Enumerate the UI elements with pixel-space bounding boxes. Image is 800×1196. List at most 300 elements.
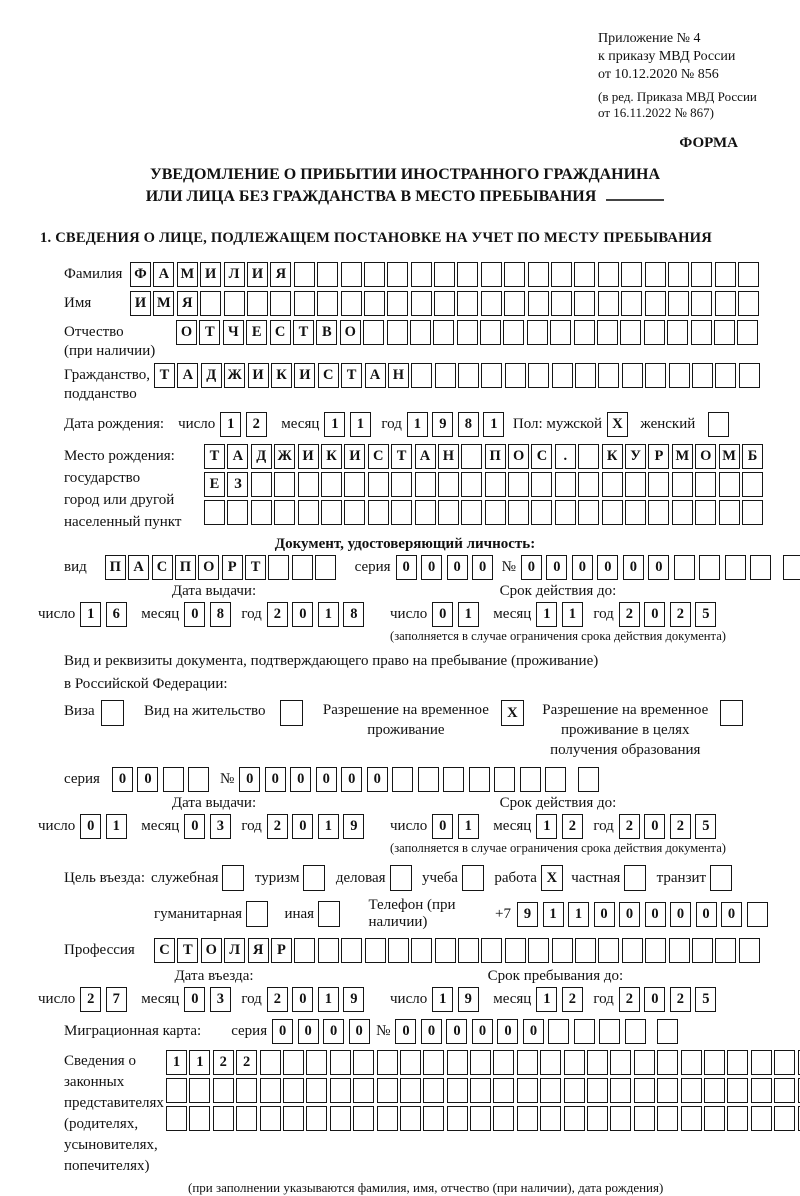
- char-cell[interactable]: [657, 1106, 678, 1131]
- char-cell[interactable]: 2: [267, 602, 288, 627]
- char-cell[interactable]: [751, 1078, 772, 1103]
- char-cell[interactable]: [704, 1078, 725, 1103]
- char-cell[interactable]: Ж: [274, 444, 295, 469]
- char-cell[interactable]: Б: [742, 444, 763, 469]
- char-cell[interactable]: [377, 1050, 398, 1075]
- char-cell[interactable]: [737, 320, 758, 345]
- char-cell[interactable]: 1: [166, 1050, 187, 1075]
- char-cell[interactable]: [189, 1106, 210, 1131]
- char-cell[interactable]: Т: [154, 363, 175, 388]
- char-cell[interactable]: Т: [199, 320, 220, 345]
- char-cell[interactable]: [774, 1078, 795, 1103]
- char-cell[interactable]: А: [128, 555, 149, 580]
- char-cell[interactable]: А: [415, 444, 436, 469]
- char-cell[interactable]: 0: [239, 767, 260, 792]
- char-cell[interactable]: [344, 472, 365, 497]
- char-cell[interactable]: [274, 472, 295, 497]
- char-cell[interactable]: [551, 262, 572, 287]
- char-cell[interactable]: [470, 1106, 491, 1131]
- char-cell[interactable]: 2: [236, 1050, 257, 1075]
- char-cell[interactable]: М: [177, 262, 198, 287]
- char-cell[interactable]: [388, 938, 409, 963]
- char-cell[interactable]: О: [176, 320, 197, 345]
- char-cell[interactable]: [715, 938, 736, 963]
- char-cell[interactable]: [341, 262, 362, 287]
- char-cell[interactable]: [747, 902, 768, 927]
- char-cell[interactable]: [669, 938, 690, 963]
- char-cell[interactable]: И: [130, 291, 151, 316]
- char-cell[interactable]: Т: [293, 320, 314, 345]
- char-cell[interactable]: [503, 320, 524, 345]
- char-cell[interactable]: X: [607, 412, 628, 437]
- char-cell[interactable]: [719, 500, 740, 525]
- char-cell[interactable]: [236, 1106, 257, 1131]
- char-cell[interactable]: [574, 320, 595, 345]
- char-cell[interactable]: [363, 320, 384, 345]
- char-cell[interactable]: [644, 320, 665, 345]
- char-cell[interactable]: 1: [458, 602, 479, 627]
- char-cell[interactable]: [602, 472, 623, 497]
- char-cell[interactable]: 0: [292, 987, 313, 1012]
- char-cell[interactable]: [493, 1078, 514, 1103]
- char-cell[interactable]: [411, 291, 432, 316]
- char-cell[interactable]: 5: [695, 987, 716, 1012]
- char-cell[interactable]: [166, 1106, 187, 1131]
- char-cell[interactable]: О: [198, 555, 219, 580]
- char-cell[interactable]: А: [227, 444, 248, 469]
- char-cell[interactable]: 0: [432, 814, 453, 839]
- char-cell[interactable]: [634, 1050, 655, 1075]
- char-cell[interactable]: [260, 1106, 281, 1131]
- char-cell[interactable]: [344, 500, 365, 525]
- char-cell[interactable]: Я: [248, 938, 269, 963]
- char-cell[interactable]: [715, 262, 736, 287]
- char-cell[interactable]: [411, 363, 432, 388]
- char-cell[interactable]: [387, 320, 408, 345]
- char-cell[interactable]: [480, 320, 501, 345]
- char-cell[interactable]: П: [105, 555, 126, 580]
- char-cell[interactable]: 1: [318, 987, 339, 1012]
- char-cell[interactable]: [283, 1050, 304, 1075]
- char-cell[interactable]: [410, 320, 431, 345]
- char-cell[interactable]: [298, 500, 319, 525]
- char-cell[interactable]: [470, 1050, 491, 1075]
- char-cell[interactable]: 8: [210, 602, 231, 627]
- char-cell[interactable]: [400, 1106, 421, 1131]
- char-cell[interactable]: [708, 412, 729, 437]
- char-cell[interactable]: [517, 1078, 538, 1103]
- char-cell[interactable]: Е: [204, 472, 225, 497]
- char-cell[interactable]: И: [294, 363, 315, 388]
- char-cell[interactable]: [691, 262, 712, 287]
- char-cell[interactable]: [268, 555, 289, 580]
- char-cell[interactable]: [447, 1106, 468, 1131]
- char-cell[interactable]: [189, 1078, 210, 1103]
- char-cell[interactable]: [587, 1106, 608, 1131]
- char-cell[interactable]: [517, 1106, 538, 1131]
- char-cell[interactable]: 1: [458, 814, 479, 839]
- char-cell[interactable]: 0: [184, 814, 205, 839]
- char-cell[interactable]: В: [316, 320, 337, 345]
- char-cell[interactable]: [564, 1078, 585, 1103]
- char-cell[interactable]: [598, 291, 619, 316]
- char-cell[interactable]: У: [625, 444, 646, 469]
- char-cell[interactable]: [353, 1050, 374, 1075]
- char-cell[interactable]: 1: [106, 814, 127, 839]
- char-cell[interactable]: [400, 1078, 421, 1103]
- char-cell[interactable]: [657, 1050, 678, 1075]
- char-cell[interactable]: 2: [267, 987, 288, 1012]
- char-cell[interactable]: [415, 472, 436, 497]
- char-cell[interactable]: [551, 291, 572, 316]
- char-cell[interactable]: 0: [447, 555, 468, 580]
- char-cell[interactable]: [695, 500, 716, 525]
- char-cell[interactable]: [303, 865, 325, 891]
- char-cell[interactable]: Ч: [223, 320, 244, 345]
- char-cell[interactable]: 8: [343, 602, 364, 627]
- char-cell[interactable]: 0: [497, 1019, 518, 1044]
- char-cell[interactable]: [298, 472, 319, 497]
- char-cell[interactable]: [742, 472, 763, 497]
- char-cell[interactable]: [531, 472, 552, 497]
- char-cell[interactable]: [435, 938, 456, 963]
- char-cell[interactable]: [578, 472, 599, 497]
- char-cell[interactable]: [163, 767, 184, 792]
- char-cell[interactable]: [727, 1106, 748, 1131]
- char-cell[interactable]: [485, 500, 506, 525]
- char-cell[interactable]: [508, 472, 529, 497]
- char-cell[interactable]: 9: [517, 902, 538, 927]
- char-cell[interactable]: [294, 262, 315, 287]
- char-cell[interactable]: [368, 472, 389, 497]
- char-cell[interactable]: [306, 1050, 327, 1075]
- char-cell[interactable]: Т: [177, 938, 198, 963]
- char-cell[interactable]: [260, 1050, 281, 1075]
- char-cell[interactable]: [645, 363, 666, 388]
- char-cell[interactable]: 8: [458, 412, 479, 437]
- char-cell[interactable]: [280, 700, 303, 726]
- char-cell[interactable]: 1: [189, 1050, 210, 1075]
- char-cell[interactable]: [783, 555, 800, 580]
- char-cell[interactable]: [317, 262, 338, 287]
- char-cell[interactable]: 1: [568, 902, 589, 927]
- char-cell[interactable]: 1: [318, 814, 339, 839]
- char-cell[interactable]: [667, 320, 688, 345]
- char-cell[interactable]: [204, 500, 225, 525]
- char-cell[interactable]: [251, 500, 272, 525]
- char-cell[interactable]: [625, 1019, 646, 1044]
- char-cell[interactable]: 0: [446, 1019, 467, 1044]
- char-cell[interactable]: О: [695, 444, 716, 469]
- char-cell[interactable]: [247, 291, 268, 316]
- char-cell[interactable]: [270, 291, 291, 316]
- char-cell[interactable]: 5: [695, 602, 716, 627]
- char-cell[interactable]: 0: [395, 1019, 416, 1044]
- char-cell[interactable]: [774, 1050, 795, 1075]
- char-cell[interactable]: М: [153, 291, 174, 316]
- char-cell[interactable]: [504, 291, 525, 316]
- char-cell[interactable]: [552, 938, 573, 963]
- char-cell[interactable]: [620, 320, 641, 345]
- char-cell[interactable]: [317, 291, 338, 316]
- char-cell[interactable]: 9: [432, 412, 453, 437]
- char-cell[interactable]: [504, 262, 525, 287]
- char-cell[interactable]: 0: [349, 1019, 370, 1044]
- char-cell[interactable]: [330, 1106, 351, 1131]
- char-cell[interactable]: 0: [292, 814, 313, 839]
- char-cell[interactable]: [555, 472, 576, 497]
- char-cell[interactable]: [166, 1078, 187, 1103]
- char-cell[interactable]: 0: [432, 602, 453, 627]
- char-cell[interactable]: [236, 1078, 257, 1103]
- char-cell[interactable]: [599, 1019, 620, 1044]
- char-cell[interactable]: [318, 938, 339, 963]
- char-cell[interactable]: [353, 1078, 374, 1103]
- char-cell[interactable]: [434, 291, 455, 316]
- char-cell[interactable]: [610, 1050, 631, 1075]
- char-cell[interactable]: [720, 700, 743, 726]
- char-cell[interactable]: [391, 500, 412, 525]
- char-cell[interactable]: [294, 291, 315, 316]
- char-cell[interactable]: [457, 291, 478, 316]
- char-cell[interactable]: [438, 500, 459, 525]
- char-cell[interactable]: [692, 938, 713, 963]
- char-cell[interactable]: 0: [184, 987, 205, 1012]
- char-cell[interactable]: 0: [137, 767, 158, 792]
- char-cell[interactable]: [634, 1106, 655, 1131]
- char-cell[interactable]: [602, 500, 623, 525]
- char-cell[interactable]: [292, 555, 313, 580]
- char-cell[interactable]: 0: [696, 902, 717, 927]
- char-cell[interactable]: [587, 1050, 608, 1075]
- char-cell[interactable]: [377, 1078, 398, 1103]
- char-cell[interactable]: [540, 1106, 561, 1131]
- char-cell[interactable]: С: [368, 444, 389, 469]
- char-cell[interactable]: 0: [644, 602, 665, 627]
- char-cell[interactable]: [527, 320, 548, 345]
- char-cell[interactable]: [739, 363, 760, 388]
- char-cell[interactable]: И: [248, 363, 269, 388]
- char-cell[interactable]: [622, 363, 643, 388]
- char-cell[interactable]: [222, 865, 244, 891]
- char-cell[interactable]: [423, 1106, 444, 1131]
- char-cell[interactable]: .: [555, 444, 576, 469]
- char-cell[interactable]: [251, 472, 272, 497]
- char-cell[interactable]: [578, 444, 599, 469]
- char-cell[interactable]: О: [340, 320, 361, 345]
- char-cell[interactable]: [574, 1019, 595, 1044]
- char-cell[interactable]: [481, 291, 502, 316]
- char-cell[interactable]: [306, 1078, 327, 1103]
- char-cell[interactable]: [657, 1078, 678, 1103]
- char-cell[interactable]: [246, 901, 268, 927]
- char-cell[interactable]: [738, 291, 759, 316]
- char-cell[interactable]: [598, 938, 619, 963]
- char-cell[interactable]: [341, 291, 362, 316]
- char-cell[interactable]: 2: [267, 814, 288, 839]
- char-cell[interactable]: [494, 767, 515, 792]
- char-cell[interactable]: [552, 363, 573, 388]
- char-cell[interactable]: 0: [421, 555, 442, 580]
- char-cell[interactable]: [550, 320, 571, 345]
- char-cell[interactable]: К: [602, 444, 623, 469]
- char-cell[interactable]: [400, 1050, 421, 1075]
- char-cell[interactable]: Л: [224, 262, 245, 287]
- char-cell[interactable]: [674, 555, 695, 580]
- char-cell[interactable]: [699, 555, 720, 580]
- char-cell[interactable]: 0: [623, 555, 644, 580]
- char-cell[interactable]: 2: [619, 602, 640, 627]
- char-cell[interactable]: [227, 500, 248, 525]
- char-cell[interactable]: Т: [341, 363, 362, 388]
- char-cell[interactable]: 0: [523, 1019, 544, 1044]
- char-cell[interactable]: [648, 500, 669, 525]
- char-cell[interactable]: [598, 363, 619, 388]
- char-cell[interactable]: [738, 262, 759, 287]
- char-cell[interactable]: [306, 1106, 327, 1131]
- char-cell[interactable]: [695, 472, 716, 497]
- char-cell[interactable]: [365, 938, 386, 963]
- char-cell[interactable]: [274, 500, 295, 525]
- char-cell[interactable]: [575, 938, 596, 963]
- char-cell[interactable]: [528, 363, 549, 388]
- char-cell[interactable]: 6: [106, 602, 127, 627]
- char-cell[interactable]: [681, 1106, 702, 1131]
- char-cell[interactable]: И: [200, 262, 221, 287]
- char-cell[interactable]: 5: [695, 814, 716, 839]
- char-cell[interactable]: [669, 363, 690, 388]
- char-cell[interactable]: [548, 1019, 569, 1044]
- char-cell[interactable]: 0: [112, 767, 133, 792]
- char-cell[interactable]: [458, 363, 479, 388]
- char-cell[interactable]: 0: [265, 767, 286, 792]
- char-cell[interactable]: [462, 865, 484, 891]
- char-cell[interactable]: [727, 1078, 748, 1103]
- char-cell[interactable]: [610, 1078, 631, 1103]
- char-cell[interactable]: [461, 500, 482, 525]
- char-cell[interactable]: [528, 262, 549, 287]
- char-cell[interactable]: [648, 472, 669, 497]
- char-cell[interactable]: 0: [316, 767, 337, 792]
- char-cell[interactable]: [739, 938, 760, 963]
- char-cell[interactable]: 2: [213, 1050, 234, 1075]
- char-cell[interactable]: [751, 1106, 772, 1131]
- char-cell[interactable]: [691, 320, 712, 345]
- char-cell[interactable]: [715, 291, 736, 316]
- char-cell[interactable]: [321, 500, 342, 525]
- char-cell[interactable]: [423, 1078, 444, 1103]
- char-cell[interactable]: [392, 767, 413, 792]
- char-cell[interactable]: [574, 291, 595, 316]
- char-cell[interactable]: [321, 472, 342, 497]
- char-cell[interactable]: 0: [594, 902, 615, 927]
- char-cell[interactable]: Р: [222, 555, 243, 580]
- char-cell[interactable]: 0: [396, 555, 417, 580]
- char-cell[interactable]: 0: [670, 902, 691, 927]
- char-cell[interactable]: [692, 363, 713, 388]
- char-cell[interactable]: 0: [572, 555, 593, 580]
- char-cell[interactable]: 2: [670, 987, 691, 1012]
- char-cell[interactable]: 2: [619, 987, 640, 1012]
- char-cell[interactable]: 0: [645, 902, 666, 927]
- char-cell[interactable]: [625, 500, 646, 525]
- char-cell[interactable]: 3: [210, 987, 231, 1012]
- char-cell[interactable]: [423, 1050, 444, 1075]
- char-cell[interactable]: [751, 1050, 772, 1075]
- char-cell[interactable]: 1: [536, 987, 557, 1012]
- char-cell[interactable]: [438, 472, 459, 497]
- char-cell[interactable]: 0: [619, 902, 640, 927]
- char-cell[interactable]: [411, 262, 432, 287]
- char-cell[interactable]: П: [485, 444, 506, 469]
- char-cell[interactable]: [657, 1019, 678, 1044]
- char-cell[interactable]: [715, 363, 736, 388]
- char-cell[interactable]: [330, 1050, 351, 1075]
- char-cell[interactable]: 0: [648, 555, 669, 580]
- char-cell[interactable]: [283, 1106, 304, 1131]
- char-cell[interactable]: [481, 262, 502, 287]
- char-cell[interactable]: [101, 700, 124, 726]
- char-cell[interactable]: [260, 1078, 281, 1103]
- char-cell[interactable]: [610, 1106, 631, 1131]
- char-cell[interactable]: [411, 938, 432, 963]
- char-cell[interactable]: 0: [546, 555, 567, 580]
- char-cell[interactable]: Ф: [130, 262, 151, 287]
- char-cell[interactable]: А: [177, 363, 198, 388]
- char-cell[interactable]: [704, 1050, 725, 1075]
- char-cell[interactable]: 2: [619, 814, 640, 839]
- char-cell[interactable]: 9: [458, 987, 479, 1012]
- char-cell[interactable]: [587, 1078, 608, 1103]
- char-cell[interactable]: [294, 938, 315, 963]
- char-cell[interactable]: [719, 472, 740, 497]
- char-cell[interactable]: [434, 262, 455, 287]
- char-cell[interactable]: [578, 767, 599, 792]
- char-cell[interactable]: [461, 472, 482, 497]
- char-cell[interactable]: X: [501, 700, 524, 726]
- char-cell[interactable]: [330, 1078, 351, 1103]
- char-cell[interactable]: Д: [251, 444, 272, 469]
- char-cell[interactable]: [493, 1050, 514, 1075]
- char-cell[interactable]: 0: [272, 1019, 293, 1044]
- char-cell[interactable]: [625, 472, 646, 497]
- char-cell[interactable]: [672, 500, 693, 525]
- char-cell[interactable]: [714, 320, 735, 345]
- char-cell[interactable]: 2: [562, 987, 583, 1012]
- char-cell[interactable]: [725, 555, 746, 580]
- char-cell[interactable]: [447, 1050, 468, 1075]
- char-cell[interactable]: А: [365, 363, 386, 388]
- char-cell[interactable]: [433, 320, 454, 345]
- char-cell[interactable]: [621, 291, 642, 316]
- char-cell[interactable]: [528, 291, 549, 316]
- char-cell[interactable]: 2: [80, 987, 101, 1012]
- char-cell[interactable]: [435, 363, 456, 388]
- char-cell[interactable]: [742, 500, 763, 525]
- char-cell[interactable]: 0: [367, 767, 388, 792]
- char-cell[interactable]: 0: [341, 767, 362, 792]
- char-cell[interactable]: Я: [270, 262, 291, 287]
- char-cell[interactable]: [224, 291, 245, 316]
- char-cell[interactable]: 2: [246, 412, 267, 437]
- char-cell[interactable]: С: [318, 363, 339, 388]
- char-cell[interactable]: [517, 1050, 538, 1075]
- char-cell[interactable]: [564, 1050, 585, 1075]
- char-cell[interactable]: [598, 262, 619, 287]
- char-cell[interactable]: 2: [670, 814, 691, 839]
- char-cell[interactable]: [574, 262, 595, 287]
- char-cell[interactable]: Д: [201, 363, 222, 388]
